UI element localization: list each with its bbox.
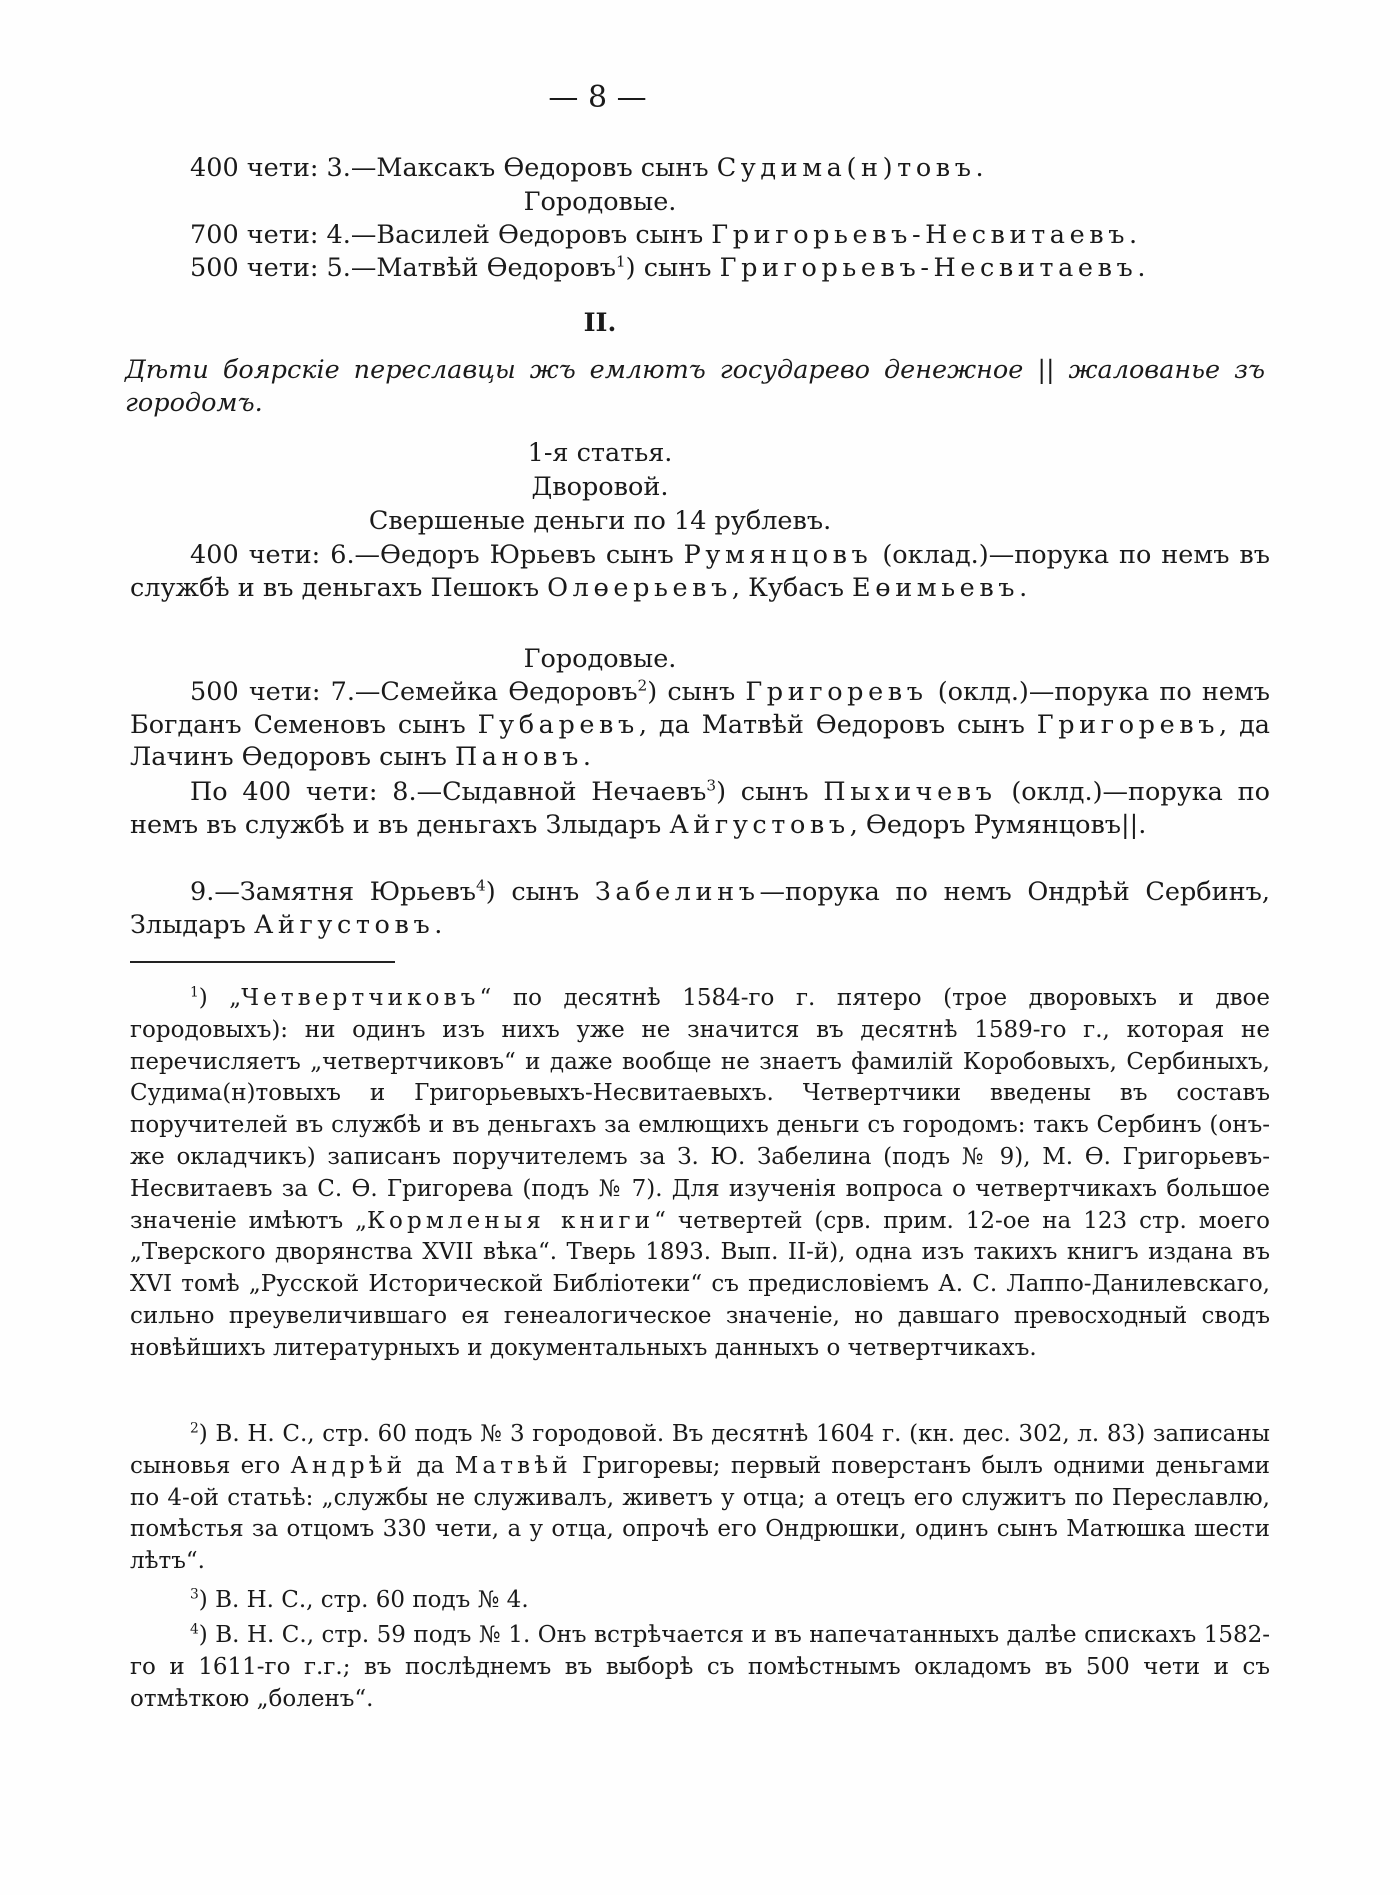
section-numeral: II. xyxy=(583,308,617,338)
entry-6 xyxy=(0,539,1340,604)
footnote-ref-2: 2 xyxy=(637,676,648,695)
entry-7-name-1: Губаревъ xyxy=(477,709,639,740)
entry-6-text-4: . xyxy=(1019,572,1028,603)
entry-8-text-4: , Өедоръ Румянцовъ||. xyxy=(849,809,1147,840)
entry-5 xyxy=(0,252,1400,285)
entry-9-text-3: —порука по немъ Ондрѣй Сербинъ, Злыдаръ xyxy=(130,877,1270,940)
entry-8-name-1: Айгустовъ xyxy=(669,809,850,840)
entry-7-text-3: (оклд.)—порука по немъ Богданъ Семеновъ сынъ xyxy=(130,677,1270,740)
entry-9 xyxy=(0,876,1340,941)
entry-5-prefix: 500 чети: 5.—Матвѣй Өедоровъ xyxy=(190,253,616,283)
footnote-2-text-c: Григоревы; первый поверстанъ былъ одними деньгами по 4-ой статьѣ: „службы не служивалъ, живетъ у отца; а отецъ его служитъ по Переславлю, помѣстья за отцомъ 330 чети, а у отца, опрочѣ его Ондрюшки, одинъ сынъ Матюшка шести лѣтъ“. xyxy=(130,1452,1270,1575)
entry-7-name-2: Григоревъ xyxy=(1036,709,1220,740)
footnote-3 xyxy=(0,1585,1335,1617)
heading-gorodovye-2: Городовые. xyxy=(523,644,677,674)
footnote-1-term-1: Четвертчиковъ xyxy=(241,985,480,1011)
entry-7-text-2: ) сынъ xyxy=(647,677,746,707)
footnote-1-term-2: Кормленыя книги xyxy=(367,1207,655,1234)
footnote-4-number: 4 xyxy=(190,1621,199,1638)
entry-3 xyxy=(0,152,1400,185)
entry-6-name-1: Олөерьевъ xyxy=(547,572,732,603)
footnote-2-text-a: ) В. Н. С., стр. 60 подъ № 3 городовой. Въ десятнѣ 1604 г. (кн. дес. 302, л. 83) записаны сыновья его xyxy=(130,1421,1270,1479)
entry-7-text-1: 500 чети: 7.—Семейка Өедоровъ xyxy=(190,677,638,707)
footnote-1-number: 1 xyxy=(190,984,199,1001)
footnote-2 xyxy=(0,1419,1335,1578)
entry-7-surname: Григоревъ xyxy=(745,677,928,707)
entry-6-text-2: (оклад.)—порука по немъ въ службѣ и въ деньгахъ Пешокъ xyxy=(130,540,1270,603)
entry-9-surname: Забелинъ xyxy=(594,877,760,907)
entry-9-name-1: Айгустовъ xyxy=(253,909,435,940)
entry-7-text-5: , да Лачинъ Өедоровъ сынъ xyxy=(130,709,1270,772)
entry-3-surname: Судима(н)товъ. xyxy=(716,153,989,183)
entry-4 xyxy=(0,219,1400,252)
entry-6-surname: Румянцовъ xyxy=(683,540,873,570)
footnote-3-number: 3 xyxy=(190,1586,199,1603)
footnote-ref-1: 1 xyxy=(615,252,626,271)
footnote-1-text-a: ) „ xyxy=(198,985,242,1011)
footnote-divider xyxy=(130,961,395,963)
footnote-2-name-1: Андрѣй xyxy=(290,1452,407,1479)
footnote-2-number: 2 xyxy=(190,1420,199,1437)
entry-8-surname: Пыхичевъ xyxy=(823,777,997,807)
article-heading: 1-я статья. xyxy=(527,438,673,468)
footnote-1 xyxy=(0,983,1335,1365)
footnote-3-text: ) В. Н. С., стр. 60 подъ № 4. xyxy=(198,1587,529,1613)
footnote-2-text-b: да xyxy=(406,1452,455,1479)
entry-8 xyxy=(0,776,1340,841)
entry-8-text-2: ) сынъ xyxy=(716,777,824,807)
entry-9-text-2: ) сынъ xyxy=(485,877,595,907)
footnote-2-name-2: Матвѣй xyxy=(454,1452,572,1479)
footnote-1-text-c: “ четвертей (срв. прим. 12-ое на 123 стр. моего „Тверского дворянства XVII вѣка“. Тверь 1893. Вып. II-й), одна изъ такихъ книгъ издана въ XVI томѣ „Русской Исторической Библіотеки“ съ предисловіемъ А. С. Лаппо-Данилевскаго, сильно преувеличившаго ея генеалогическое значеніе, но давшаго превосходный сводъ новѣйшихъ литературныхъ и документальныхъ данныхъ о четвертчикахъ. xyxy=(130,1207,1270,1361)
entry-7-text-6: . xyxy=(582,742,592,772)
entry-7-name-3: Пановъ xyxy=(454,742,583,772)
entry-3-prefix: 400 чети: 3.—Максакъ Өедоровъ сынъ xyxy=(190,153,717,183)
heading-gorodovye-1: Городовые. xyxy=(523,187,677,217)
footnote-4-text: ) В. Н. С., стр. 59 подъ № 1. Онъ встрѣчается и въ напечатанныхъ далѣе спискахъ 1582-го и 1611-го г.г.; въ послѣднемъ въ выборѣ съ помѣстнымъ окладомъ въ 500 чети и съ отмѣткою „боленъ“. xyxy=(130,1622,1270,1712)
entry-5-prefix-2: ) сынъ xyxy=(625,253,720,283)
entry-6-text-1: 400 чети: 6.—Өедоръ Юрьевъ сынъ xyxy=(190,540,684,570)
entry-5-surname: Григорьевъ-Несвитаевъ. xyxy=(719,253,1151,283)
entry-4-prefix: 700 чети: 4.—Василей Өедоровъ сынъ xyxy=(190,220,712,250)
entry-6-name-2: Еөимьевъ xyxy=(852,572,1020,603)
entry-4-surname: Григорьевъ-Несвитаевъ. xyxy=(711,220,1142,250)
heading-dvorovoy: Дворовой. xyxy=(531,472,669,502)
entry-8-text-1: По 400 чети: 8.—Сыдавной Нечаевъ xyxy=(190,777,707,807)
entry-6-text-3: , Кубасъ xyxy=(731,572,853,603)
footnote-ref-3: 3 xyxy=(706,776,717,795)
entry-9-text-1: 9.—Замятня Юрьевъ xyxy=(190,877,477,907)
footnote-1-text-b: “ по десятнѣ 1584-го г. пятеро (трое дворовыхъ и двое городовыхъ): ни одинъ изъ нихъ уже не значится въ десятнѣ 1589-го г., которая не перечисляетъ „четвертчиковъ“ и даже вообще не знаетъ фамилій Коробовыхъ, Сербиныхъ, Судима(н)товыхъ и Григорьевыхъ-Несвитаевыхъ. Четвертчики введены въ составъ поручителей въ службѣ и въ деньгахъ за емлющихъ деньги съ городомъ: такъ Сербинъ (онъ-же окладчикъ) записанъ поручителемъ за З. Ю. Забелина (подъ № 9), М. Ө. Григорьевъ-Несвитаевъ за С. Ө. Григорева (подъ № 7). Для изученія вопроса о четвертчикахъ большое значеніе имѣютъ „ xyxy=(130,985,1271,1234)
entry-7 xyxy=(0,676,1340,774)
page-number: — 8 — xyxy=(548,80,647,115)
entry-8-text-3: (оклд.)—порука по немъ въ службѣ и въ деньгахъ Злыдаръ xyxy=(130,777,1270,840)
footnote-4 xyxy=(0,1620,1335,1715)
section-title: Дѣти боярскіе переславцы жъ емлютъ государево денежное || жалованье зъ городомъ. xyxy=(125,355,1265,418)
entry-9-text-4: . xyxy=(434,909,443,940)
heading-money: Свершеные деньги по 14 рублевъ. xyxy=(368,506,832,536)
footnote-ref-4: 4 xyxy=(476,876,486,895)
entry-7-text-4: , да Матвѣй Өедоровъ сынъ xyxy=(638,709,1037,740)
